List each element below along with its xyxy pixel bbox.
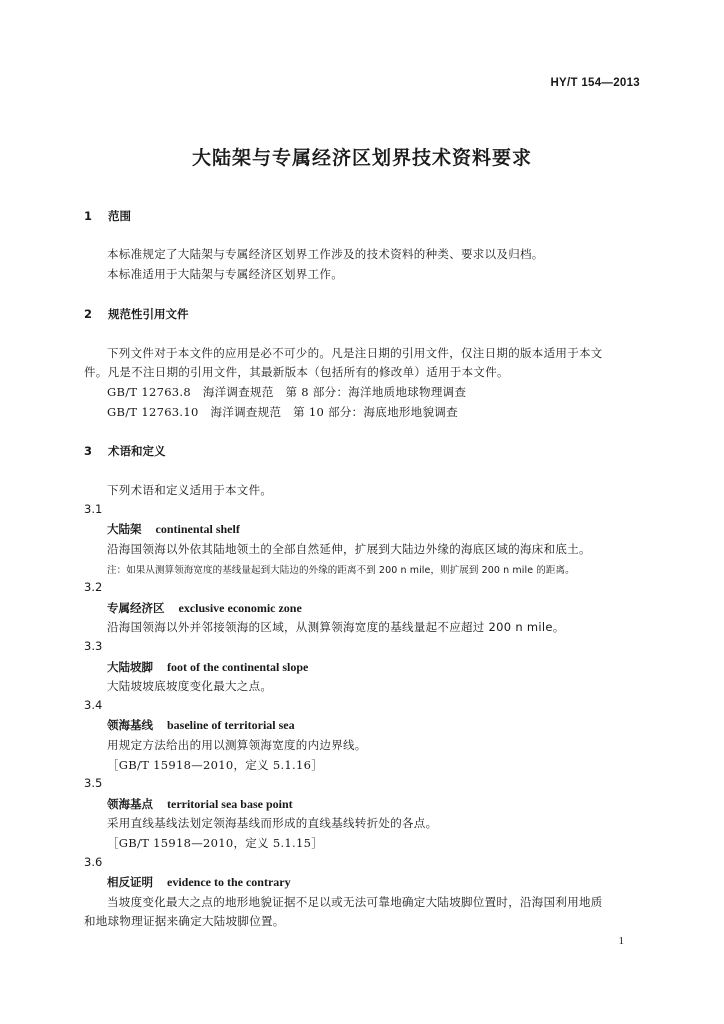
term-definition: 大陆坡坡底坡度变化最大之点。 — [107, 679, 273, 693]
normative-reference: GB/T 12763.8 海洋调查规范 第 8 部分：海洋地质地球物理调查 — [107, 385, 467, 399]
section-2-heading — [84, 306, 189, 322]
term-source: ［GB/T 15918—2010，定义 5.1.15］ — [107, 836, 324, 850]
term-definition: 沿海国领海以外并邻接领海的区域，从测算领海宽度的基线量起不应超过 200 n mile。 — [107, 620, 565, 634]
section-number: 1 — [84, 209, 93, 223]
term-en: foot of the continental slope — [167, 660, 309, 674]
term-zh: 大陆架 — [107, 522, 142, 536]
term-number: 3.5 — [84, 776, 103, 790]
term-definition: 沿海国领海以外依其陆地领土的全部自然延伸，扩展到大陆边外缘的海底区域的海床和底土。 — [107, 542, 591, 556]
document-title: 大陆架与专属经济区划界技术资料要求 — [191, 147, 532, 169]
term-heading — [107, 796, 293, 812]
term-source: ［GB/T 15918—2010，定义 5.1.16］ — [107, 758, 324, 772]
term-zh: 领海基线 — [107, 718, 153, 732]
term-number: 3.2 — [84, 580, 103, 594]
paragraph: 本标准适用于大陆架与专属经济区划界工作。 — [107, 267, 343, 281]
term-heading — [107, 600, 302, 616]
term-en: baseline of territorial sea — [167, 718, 295, 732]
term-definition-line: 和地球物理证据来确定大陆坡脚位置。 — [84, 914, 285, 928]
paragraph: 本标准规定了大陆架与专属经济区划界工作涉及的技术资料的种类、要求以及归档。 — [107, 247, 544, 261]
term-zh: 专属经济区 — [107, 601, 165, 615]
paragraph: 下列术语和定义适用于本文件。 — [107, 483, 273, 497]
term-number: 3.1 — [84, 502, 103, 516]
paragraph-line: 件。凡是不注日期的引用文件，其最新版本（包括所有的修改单）适用于本文件。 — [84, 365, 509, 379]
normative-reference: GB/T 12763.10 海洋调查规范 第 10 部分：海底地形地貌调查 — [107, 405, 458, 419]
section-number: 3 — [84, 444, 93, 458]
term-zh: 领海基点 — [107, 797, 153, 811]
term-en: evidence to the contrary — [167, 875, 291, 889]
term-zh: 大陆坡脚 — [107, 660, 153, 674]
section-number: 2 — [84, 307, 93, 321]
term-en: exclusive economic zone — [178, 601, 302, 615]
paragraph-line: 下列文件对于本文件的应用是必不可少的。凡是注日期的引用文件，仅注日期的版本适用于本文 — [107, 346, 603, 360]
section-title: 范围 — [108, 209, 131, 223]
section-title: 术语和定义 — [108, 444, 166, 458]
term-heading — [107, 659, 308, 675]
section-title: 规范性引用文件 — [108, 307, 189, 321]
term-en: territorial sea base point — [167, 797, 293, 811]
standard-code: HY/T 154—2013 — [550, 77, 640, 89]
term-zh: 相反证明 — [107, 875, 153, 889]
term-heading — [107, 521, 240, 537]
term-number: 3.6 — [84, 855, 103, 869]
section-3-heading — [84, 443, 166, 459]
term-heading — [107, 874, 291, 890]
term-heading — [107, 717, 295, 733]
term-en: continental shelf — [155, 522, 240, 536]
section-1-heading — [84, 208, 131, 224]
term-definition-line: 当坡度变化最大之点的地形地貌证据不足以或无法可靠地确定大陆坡脚位置时，沿海国利用地质 — [107, 895, 603, 909]
term-number: 3.3 — [84, 639, 103, 653]
term-definition: 采用直线基线法划定领海基线而形成的直线基线转折处的各点。 — [107, 816, 438, 830]
term-note: 注：如果从测算领海宽度的基线量起到大陆边的外缘的距离不到 200 n mile，则扩展到 200 n mile 的距离。 — [107, 565, 575, 576]
page-number: 1 — [618, 935, 624, 947]
term-definition: 用规定方法给出的用以测算领海宽度的内边界线。 — [107, 738, 367, 752]
term-number: 3.4 — [84, 698, 103, 712]
